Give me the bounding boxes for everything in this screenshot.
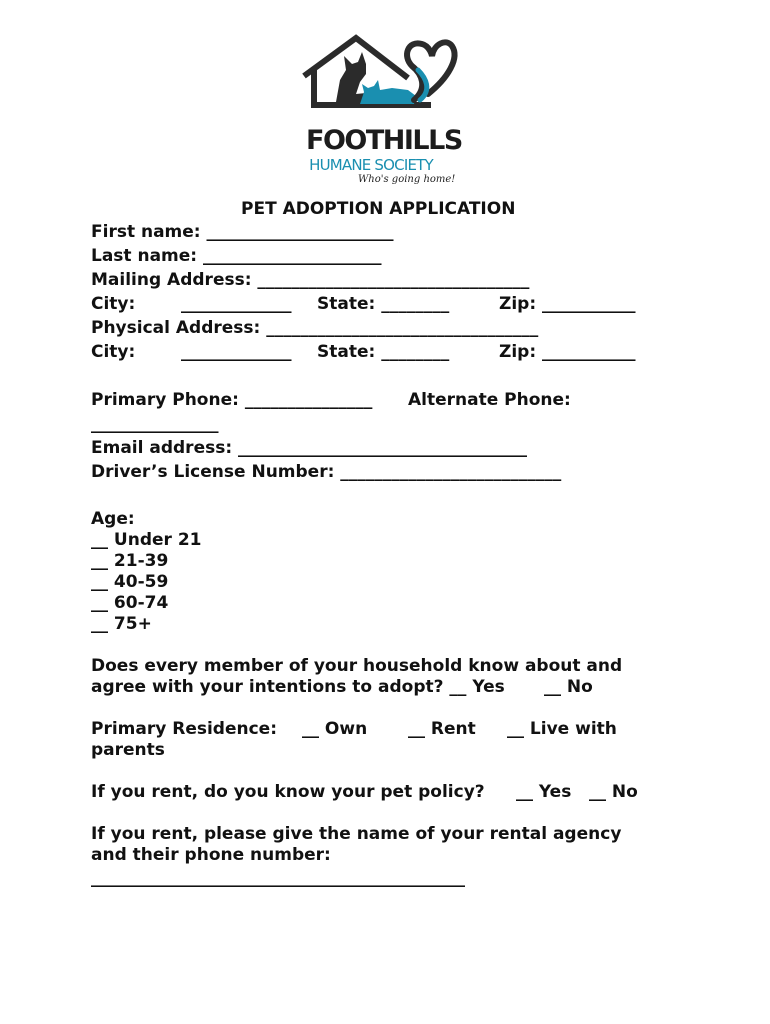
mailing-address-field[interactable]: Mailing Address: ________________________________: [91, 270, 530, 290]
foothills-logo: [296, 34, 466, 186]
rental-agency-question-line2: and their phone number:: [91, 845, 331, 865]
age-option-40-59[interactable]: __ 40-59: [91, 572, 169, 592]
age-option-60-74[interactable]: __ 60-74: [91, 593, 169, 613]
logo-org-main: FOOTHILLS: [306, 125, 462, 156]
household-no-option[interactable]: __ No: [544, 677, 593, 697]
residence-label: Primary Residence:: [91, 719, 278, 739]
zip-field-1[interactable]: Zip: ___________: [499, 294, 636, 314]
city-label-1: City:: [91, 294, 136, 314]
city-field-2[interactable]: _____________: [181, 342, 292, 362]
logo-tagline: Who's going home!: [358, 174, 456, 185]
rental-agency-field[interactable]: ____________________________________________: [91, 868, 465, 888]
zip-field-2[interactable]: Zip: ___________: [499, 342, 636, 362]
physical-address-field[interactable]: Physical Address: ________________________________: [91, 318, 539, 338]
alternate-phone-label: Alternate Phone:: [408, 390, 571, 410]
age-option-under-21[interactable]: __ Under 21: [91, 530, 202, 550]
email-field[interactable]: Email address: __________________________________: [91, 438, 528, 458]
first-name-field[interactable]: First name: ______________________: [91, 222, 394, 242]
rent-policy-yes-option[interactable]: __ Yes: [516, 782, 572, 802]
rent-policy-question: If you rent, do you know your pet policy?: [91, 782, 485, 802]
city-label-2: City:: [91, 342, 136, 362]
primary-phone-field[interactable]: Primary Phone: _______________: [91, 390, 373, 410]
city-field-1[interactable]: _____________: [181, 294, 292, 314]
alternate-phone-field[interactable]: _______________: [91, 414, 219, 434]
residence-rent-option[interactable]: __ Rent: [408, 719, 476, 739]
residence-live-with-option[interactable]: __ Live with: [507, 719, 617, 739]
last-name-field[interactable]: Last name: _____________________: [91, 246, 382, 266]
rental-agency-question-line1: If you rent, please give the name of your rental agency: [91, 824, 622, 844]
drivers-license-field[interactable]: Driver’s License Number: __________________________: [91, 462, 562, 482]
logo-org-sub: HUMANE SOCIETY: [309, 156, 433, 174]
household-question-line1: Does every member of your household know about and: [91, 656, 623, 676]
house-pet-heart-icon: [296, 34, 466, 134]
household-question-line2[interactable]: agree with your intentions to adopt? __ Yes: [91, 677, 505, 697]
rent-policy-no-option[interactable]: __ No: [589, 782, 638, 802]
form-title: PET ADOPTION APPLICATION: [241, 199, 516, 219]
residence-parents-text: parents: [91, 740, 165, 760]
age-option-75-plus[interactable]: __ 75+: [91, 614, 152, 634]
age-option-21-39[interactable]: __ 21-39: [91, 551, 169, 571]
age-label: Age:: [91, 509, 135, 529]
state-field-1[interactable]: State: ________: [317, 294, 450, 314]
residence-own-option[interactable]: __ Own: [302, 719, 368, 739]
state-field-2[interactable]: State: ________: [317, 342, 450, 362]
